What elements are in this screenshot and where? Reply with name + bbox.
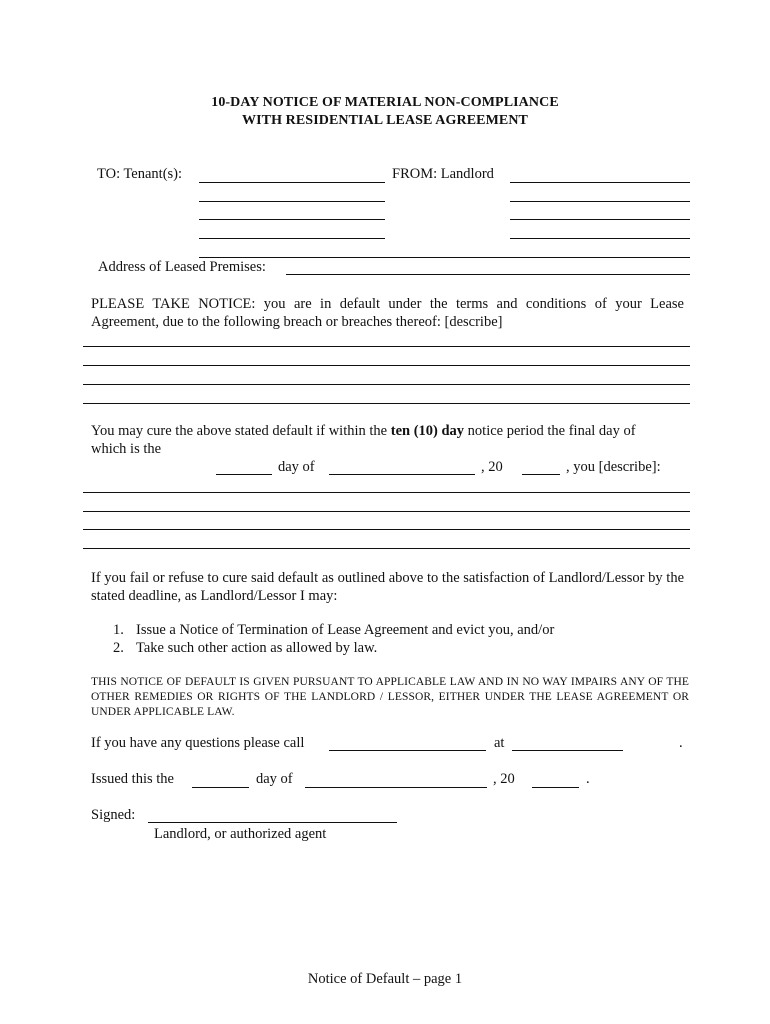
address-premises-label: Address of Leased Premises: (98, 259, 266, 275)
phone-number-field[interactable] (329, 750, 486, 751)
cure-you-describe-label: , you [describe]: (566, 459, 661, 475)
cure-paragraph-line-2: which is the (91, 441, 162, 457)
cure-description-line-4[interactable] (83, 548, 690, 549)
cure-day-of-label: day of (278, 459, 315, 475)
page-footer: Notice of Default – page 1 (307, 971, 463, 987)
cure-description-line-1[interactable] (83, 492, 690, 493)
signed-label: Signed: (91, 807, 136, 823)
cure-description-line-2[interactable] (83, 511, 690, 512)
failure-paragraph: If you fail or refuse to cure said default as outlined above to the satisfaction of Landlord/Lessor by the stated deadline, as Landlord/Lessor I may: (91, 570, 684, 604)
cure-paragraph-line-1 (91, 423, 636, 440)
notice-paragraph: PLEASE TAKE NOTICE: you are in default under the terms and conditions of your Lease Agreement, due to the following breach or breaches thereof: [describe] (91, 296, 684, 330)
cure-year-field[interactable] (522, 474, 560, 475)
landlord-name-field-1[interactable] (510, 182, 690, 183)
tenant-name-field-3[interactable] (199, 219, 385, 220)
breach-description-line-4[interactable] (83, 403, 690, 404)
issued-month-field[interactable] (305, 787, 487, 788)
landlord-name-field-3[interactable] (510, 219, 690, 220)
to-tenants-label: TO: Tenant(s): (97, 166, 183, 182)
option-1-text: Issue a Notice of Termination of Lease Agreement and evict you, and/or (136, 622, 555, 638)
issued-year-prefix: , 20 (493, 771, 515, 787)
cure-year-prefix: , 20 (481, 459, 503, 475)
issued-year-field[interactable] (532, 787, 579, 788)
option-2-number: 2. (113, 640, 124, 656)
legal-disclaimer: THIS NOTICE OF DEFAULT IS GIVEN PURSUANT TO APPLICABLE LAW AND IN NO WAY IMPAIRS ANY OF THE OTHER REMEDIES OR RIGHTS OF THE LANDLORD / LESSOR, EITHER UNDER THE LEASE AGREEMENT OR UNDER APPLICABLE LAW. (91, 676, 689, 718)
issued-day-field[interactable] (192, 787, 249, 788)
address-premises-field[interactable] (286, 274, 690, 275)
cure-month-field[interactable] (329, 474, 475, 475)
tenant-name-field-4[interactable] (199, 238, 385, 239)
landlord-name-field-4[interactable] (510, 238, 690, 239)
cure-text-bold: ten (10) day (390, 423, 465, 439)
breach-description-line-2[interactable] (83, 365, 690, 366)
contact-time-field[interactable] (512, 750, 623, 751)
option-1-number: 1. (113, 622, 124, 638)
document-title-line-2: WITH RESIDENTIAL LEASE AGREEMENT (241, 113, 528, 128)
breach-description-line-1[interactable] (83, 346, 690, 347)
signature-field[interactable] (148, 822, 397, 823)
breach-description-line-3[interactable] (83, 384, 690, 385)
questions-period: . (679, 735, 683, 751)
cure-description-line-3[interactable] (83, 529, 690, 530)
option-2-text: Take such other action as allowed by law. (136, 640, 378, 656)
questions-at-label: at (494, 735, 505, 751)
cure-day-field[interactable] (216, 474, 272, 475)
tenant-name-field-1[interactable] (199, 182, 385, 183)
landlord-name-field-2[interactable] (510, 201, 690, 202)
issued-period: . (586, 771, 590, 787)
cure-text-after: notice period the final day of (464, 423, 636, 439)
questions-label: If you have any questions please call (91, 735, 305, 751)
signature-caption: Landlord, or authorized agent (154, 826, 327, 842)
issued-label: Issued this the (91, 771, 174, 787)
from-landlord-label: FROM: Landlord (392, 166, 494, 182)
document-title-line-1: 10-DAY NOTICE OF MATERIAL NON-COMPLIANCE (211, 95, 559, 110)
issued-day-of-label: day of (256, 771, 293, 787)
parties-extra-line[interactable] (199, 257, 690, 258)
tenant-name-field-2[interactable] (199, 201, 385, 202)
cure-text-before: You may cure the above stated default if within the (91, 423, 391, 439)
